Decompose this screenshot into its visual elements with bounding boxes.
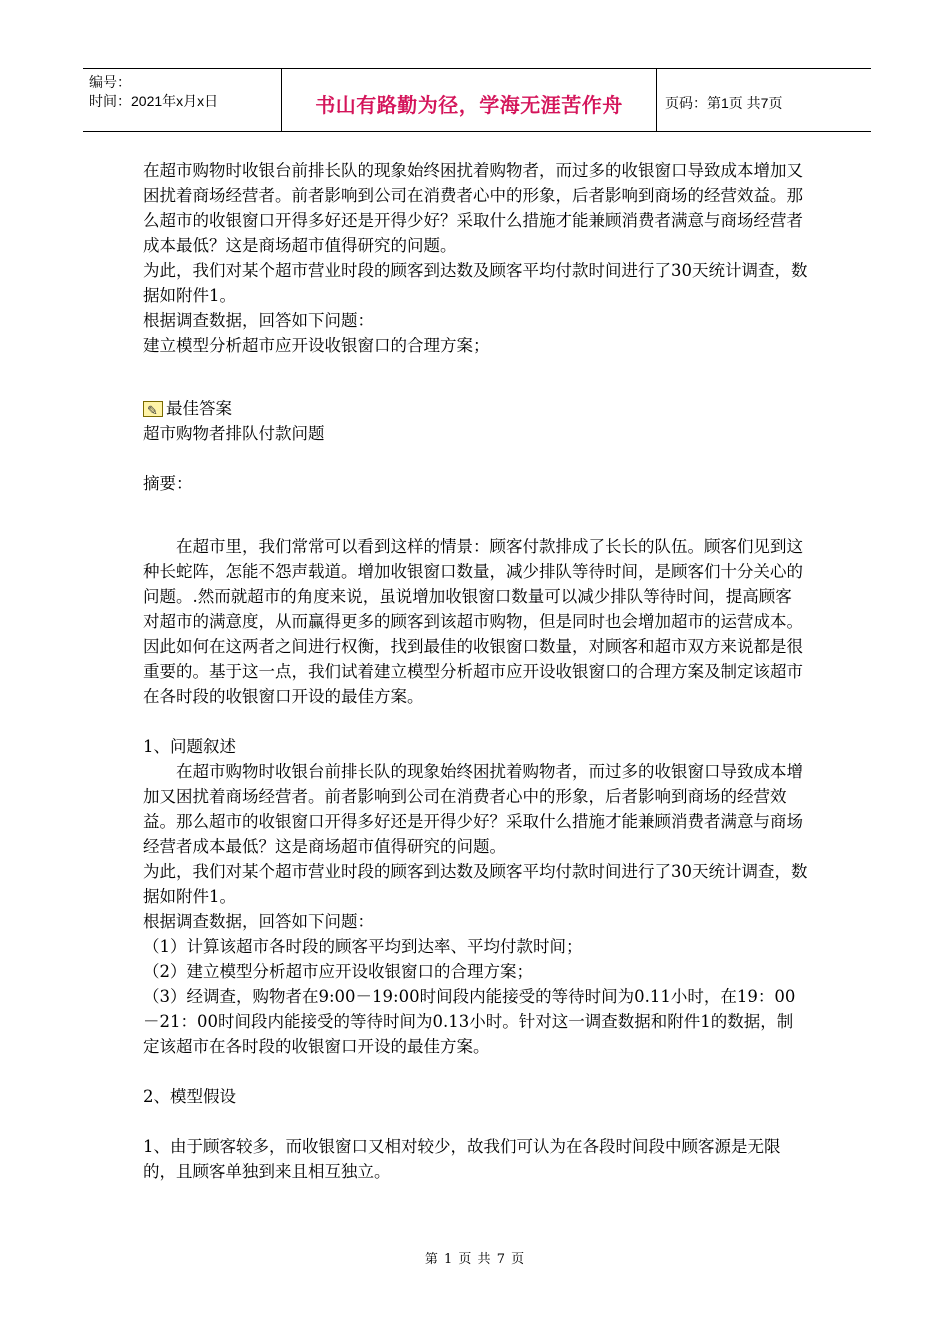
abstract-text: 在超市里，我们常常可以看到这样的情景：顾客付款排成了长长的队伍。顾客们见到这种长蛇阵，怎能不怨声载道。增加收银窗口数量，减少排队等待时间，是顾客们十分关心的问题。.然而就超市的角度来说，虽说增加收银窗口数量可以减少排队等待时间，提高顾客对超市的满意度，从而赢得更多的顾客到该超市购物，但是同时也会增加超市的运营成本。因此如何在这两者之间进行权衡，找到最佳的收银窗口数量，对顾客和超市双方来说都是很重要的。基于这一点，我们试着建立模型分析超市应开设收银窗口的合理方案及制定该超市在各时段的收银窗口开设的最佳方案。 [143, 537, 803, 706]
page-header [83, 68, 871, 132]
question-3: （3）经调查，购物者在9:00－19:00时间段内能接受的等待时间为0.11小时，在19：00－21：00时间段内能接受的等待时间为0.13小时。针对这一调查数据和附件1的数据，制定该超市在各时段的收银窗口开设的最佳方案。 [143, 987, 796, 1056]
section1-paragraph-1: 在超市购物时收银台前排长队的现象始终困扰着购物者，而过多的收银窗口导致成本增加又困扰着商场经营者。前者影响到公司在消费者心中的形象，后者影响到商场的经营效益。那么超市的收银窗口开得多好还是开得少好？采取什么措施才能兼顾消费者满意与商场经营者成本最低？这是商场超市值得研究的问题。 [143, 762, 803, 856]
header-page-info: 页码：第1页 共7页 [665, 95, 783, 111]
section1-paragraph-2: 为此，我们对某个超市营业时段的顾客到达数及顾客平均付款时间进行了30天统计调查，数据如附件1。 [143, 862, 808, 906]
section2-heading: 2、模型假设 [143, 1087, 236, 1106]
answer-title: 超市购物者排队付款问题 [143, 424, 325, 443]
doc-number-label: 编号： [89, 74, 131, 90]
intro-paragraph-4: 建立模型分析超市应开设收银窗口的合理方案； [143, 336, 490, 355]
section1-heading: 1、问题叙述 [143, 737, 236, 756]
section2-paragraph-1: 1、由于顾客较多，而收银窗口又相对较少，故我们可认为在各段时间段中顾客源是无限的，且顾客单独到来且相互独立。 [143, 1137, 781, 1181]
intro-paragraph-3: 根据调查数据，回答如下问题： [143, 311, 374, 330]
question-2: （2）建立模型分析超市应开设收银窗口的合理方案； [143, 962, 533, 981]
header-meta [83, 69, 282, 131]
header-motto: 书山有路勤为径，学海无涯苦作舟 [282, 69, 657, 131]
abstract-label: 摘要： [143, 474, 193, 493]
section1-paragraph-3: 根据调查数据，回答如下问题： [143, 912, 374, 931]
best-answer-heading [143, 396, 808, 421]
best-answer-label: 最佳答案 [166, 399, 232, 418]
best-answer-icon [143, 401, 163, 417]
question-1: （1）计算该超市各时段的顾客平均到达率、平均付款时间； [143, 937, 583, 956]
page-footer: 第 1 页 共 7 页 [424, 1252, 526, 1267]
intro-paragraph-1: 在超市购物时收银台前排长队的现象始终困扰着购物者，而过多的收银窗口导致成本增加又困扰着商场经营者。前者影响到公司在消费者心中的形象，后者影响到商场的经营效益。那么超市的收银窗口开得多好还是开得少好？采取什么措施才能兼顾消费者满意与商场经营者成本最低？这是商场超市值得研究的问题。 [143, 161, 803, 255]
doc-date: 时间：2021年x月x日 [89, 93, 219, 109]
intro-paragraph-2: 为此，我们对某个超市营业时段的顾客到达数及顾客平均付款时间进行了30天统计调查，数据如附件1。 [143, 261, 808, 305]
document-body [143, 158, 808, 1184]
